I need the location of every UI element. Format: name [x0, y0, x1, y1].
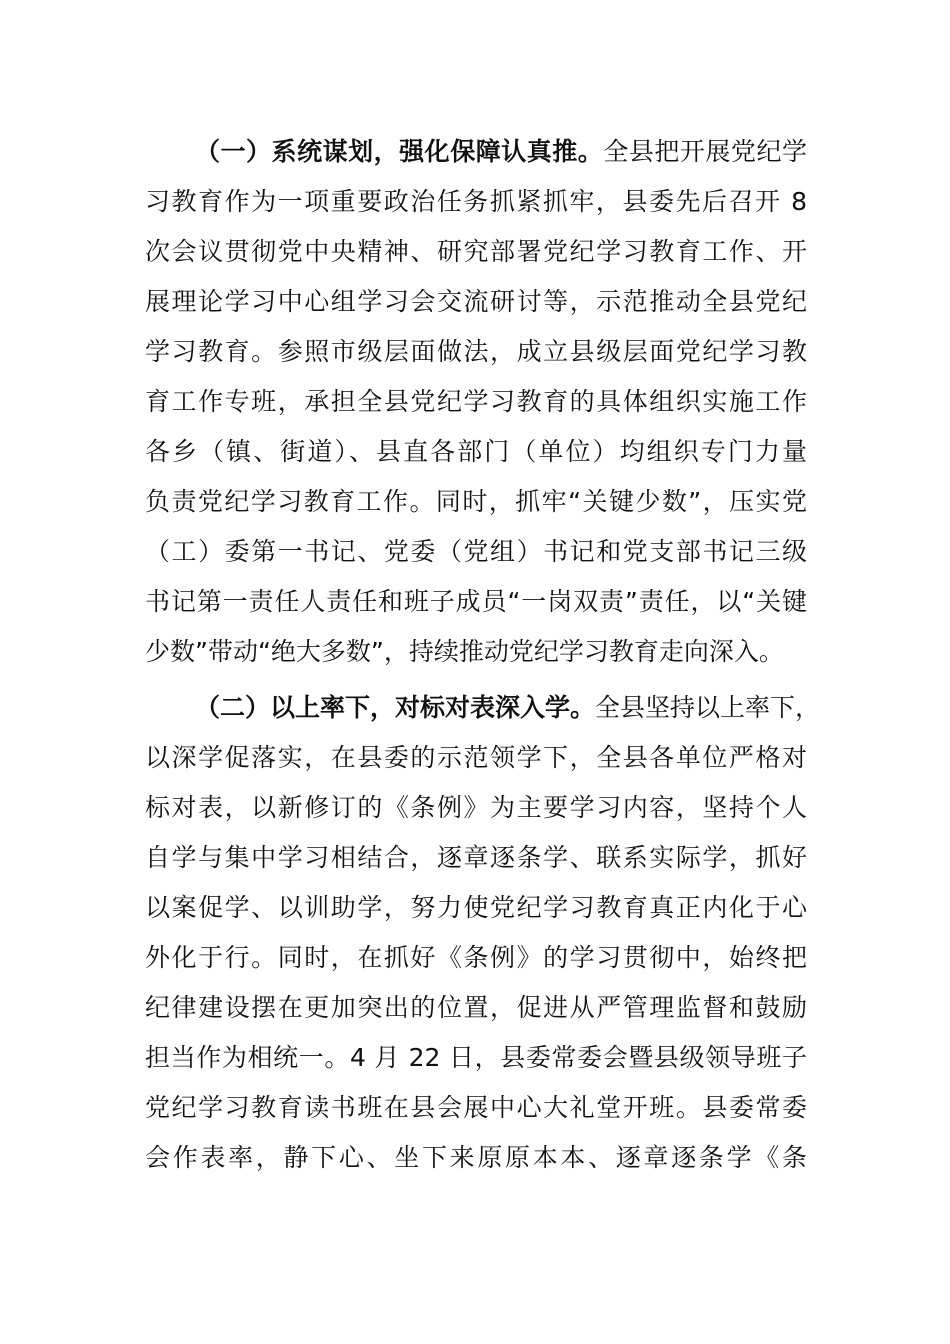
- paragraph-line: （工）委第一书记、党委（党组）书记和党支部书记三级: [145, 537, 807, 566]
- paragraph-line: [145, 127, 807, 177]
- paragraph-1: [145, 127, 807, 677]
- paragraph-line: 书记第一责任人责任和班子成员“一岗双责”责任，以“关键: [145, 587, 807, 616]
- paragraph-line: 展理论学习中心组学习会交流研讨等，示范推动全县党纪: [145, 287, 807, 316]
- paragraph-text: 全县把开展党纪学: [603, 137, 807, 166]
- paragraph-line: 自学与集中学习相结合，逐章逐条学、联系实际学，抓好: [145, 843, 807, 872]
- paragraph-line: 党纪学习教育读书班在县会展中心大礼堂开班。县委常委: [145, 1093, 807, 1122]
- paragraph-line: 育工作专班，承担全县党纪学习教育的具体组织实施工作: [145, 387, 807, 416]
- paragraph-line: 会作表率，静下心、坐下来原原本本、逐章逐条学《条: [145, 1143, 807, 1172]
- paragraph-heading: （一）系统谋划，强化保障认真推。: [195, 137, 604, 166]
- paragraph-line: 学习教育。参照市级层面做法，成立县级层面党纪学习教: [145, 337, 807, 366]
- paragraph-text: 全县坚持以上率下，: [595, 693, 821, 722]
- paragraph-line: 负责党纪学习教育工作。同时，抓牢“关键少数”，压实党: [145, 487, 807, 516]
- paragraph-line: 习教育作为一项重要政治任务抓紧抓牢，县委先后召开 8: [145, 187, 807, 216]
- paragraph-line: 以深学促落实，在县委的示范领学下，全县各单位严格对: [145, 743, 807, 772]
- paragraph-line: 标对表，以新修订的《条例》为主要学习内容，坚持个人: [145, 793, 807, 822]
- paragraph-line: 各乡（镇、街道）、县直各部门（单位）均组织专门力量: [145, 437, 807, 466]
- paragraph-line: 担当作为相统一。4 月 22 日，县委常委会暨县级领导班子: [145, 1043, 807, 1072]
- paragraph-line: [145, 683, 821, 733]
- paragraph-line: 以案促学、以训助学，努力使党纪学习教育真正内化于心: [145, 893, 807, 922]
- paragraph-line: 次会议贯彻党中央精神、研究部署党纪学习教育工作、开: [145, 237, 807, 266]
- paragraph-line: 纪律建设摆在更加突出的位置，促进从严管理监督和鼓励: [145, 993, 807, 1022]
- paragraph-heading: （二）以上率下，对标对表深入学。: [195, 693, 596, 722]
- paragraph-line: 少数”带动“绝大多数”，持续推动党纪学习教育走向深入。: [145, 637, 784, 666]
- paragraph-line: 外化于行。同时，在抓好《条例》的学习贯彻中，始终把: [145, 943, 807, 972]
- paragraph-2: [145, 683, 821, 1183]
